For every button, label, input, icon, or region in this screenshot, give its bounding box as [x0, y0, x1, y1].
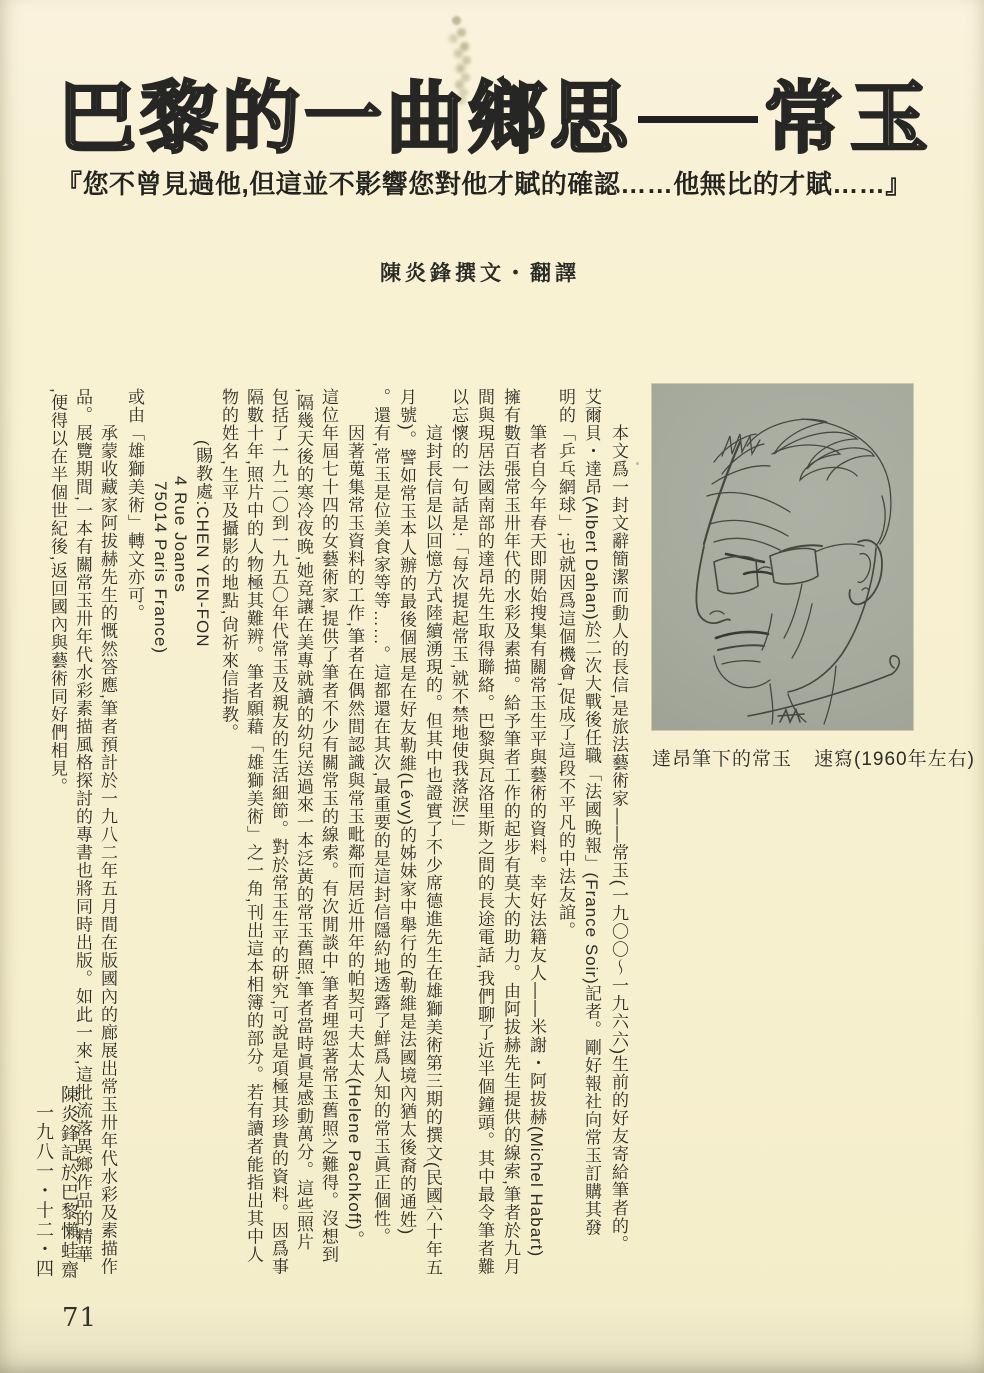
text-column: 物的姓名,生平及攝影的地點,尙祈來信指教。 [219, 388, 238, 742]
text-column: 4 Rue Joanes [171, 476, 190, 593]
figure-caption [652, 744, 975, 771]
text-column: 一九八一・十二・四 [34, 1103, 54, 1279]
text-column: 這位年屆七十四的女藝術家,提供了筆者不少有關常玉的線索。有次閒談中,筆者埋怨著常玉舊照之難得。沒想到 [319, 388, 338, 1264]
subtitle-quote: 『您不曾見過他,但這並不影響您對他才賦的確認……他無比的才賦……』 [56, 169, 912, 199]
text-column: 明的「乒乓網球」;也就因爲這個機會,促成了這段不平凡的中法友誼。 [556, 388, 575, 940]
text-column: 包括了一九二〇到一九五〇年代常玉及親友的生活細節。對於常玉生平的研究,可說是項極其珍貴的資料。因爲事 [269, 388, 288, 1276]
text-column: ,隔幾天後的寒冷夜晚,她竟讓在美專就讀的幼兒送過來一本泛黃的常玉舊照,筆者當時眞是感動萬分。這些照片 [294, 388, 313, 1252]
portrait-sketch-drawing [652, 384, 913, 730]
text-column: 承蒙收藏家阿拔赫先生的慨然答應,筆者預計於一九八二年五月間在版國內的廊展出常玉卅年代水彩及素描作 [98, 424, 117, 1276]
text-column: (賜教處:CHEN YEN-FON [193, 440, 212, 648]
text-column: 因著蒐集常玉資料的工作,筆者在偶然間認識與常玉毗鄰而居近卅年的帕契可夫太太(Helene Pachkoff)。 [345, 424, 364, 1249]
figure-caption-note: 速寫(1960年左右) [814, 749, 975, 770]
title-dash [638, 116, 758, 123]
figure-caption-title: 達昂筆下的常玉 [652, 749, 793, 770]
text-column: 本文爲一封文辭簡潔而動人的長信,是旅法藝術家——常玉(一九〇〇〜一九六六)生前的好友寄給筆者的。 [609, 424, 628, 1254]
byline: 陳炎鋒撰文・翻譯 [380, 262, 580, 285]
text-column: 擁有數百張常玉卅年代的水彩及素描。給予筆者工作的起步有莫大的助力。由阿拔赫先生提供的線索,筆者於九月 [501, 388, 520, 1276]
title-main-text: 巴黎的一曲鄉思 [58, 74, 633, 162]
text-column: 隔數十年,照片中的人物極其難辨。筆者願藉「雄獅美術」之一角,刊出這本相簿的部分。若有讀者能指出其中人 [244, 388, 263, 1264]
text-column: 以忘懷的一句話是:「每次提起常玉,就不禁地使我落淚!」 [449, 388, 468, 838]
paper-fleck [636, 462, 639, 465]
text-column: 品。展覽期間,一本有關常玉卅年代水彩素描風格探討的專書也將同時出版。如此一來,這批流落異鄉作品的精華 [73, 388, 92, 1264]
title-sub-text: 常玉 [764, 74, 937, 162]
portrait-sketch-image [652, 384, 913, 730]
text-column: 。還有,常玉是位美食家等等……。這都還在其次,最重要的是這封信隱約地透露了鮮爲人知的常玉眞正個性。 [371, 388, 390, 1246]
text-column: 75014 Paris France) [151, 481, 170, 655]
text-column: 這封長信是以回憶方式陸續湧現的。但其中也證實了不少席德進先生在雄獅美術第三期的撰文(民國六十年五 [423, 424, 442, 1277]
text-column: 艾爾貝・達昂(Albert Dahan)於二次大戰後任職「法國晚報」(France Soir)記者。剛好報社向常玉訂購其發 [582, 388, 601, 1237]
ink-smudge-artifact [452, 16, 461, 25]
text-column: 陳炎鋒記於巴黎懶蛙齋 [59, 1085, 79, 1280]
text-column: 間與現居法國南部的達昂先生取得聯絡。巴黎與瓦洛里斯之間的長途電話,我們聊了近半個鐘頭。其中最令筆者難 [475, 388, 494, 1276]
text-column: 筆者自今年春天即開始搜集有關常玉生平與藝術的資料。幸好法籍友人——米謝・阿拔赫(Michel Habart) [527, 424, 546, 1258]
text-column: 或由「雄獅美術」轉文亦可。 [125, 388, 144, 622]
text-column: 月號)。譬如常玉本人辦的最後個展是在好友勒維(Lévy)的姊妹家中舉行的(勒維是法國境內猶太後裔的通姓) [397, 388, 416, 1236]
text-column: ,便得以在半個世紀後,返回國內與藝術同好們相見。 [48, 388, 67, 796]
page-number: 71 [62, 1303, 98, 1333]
